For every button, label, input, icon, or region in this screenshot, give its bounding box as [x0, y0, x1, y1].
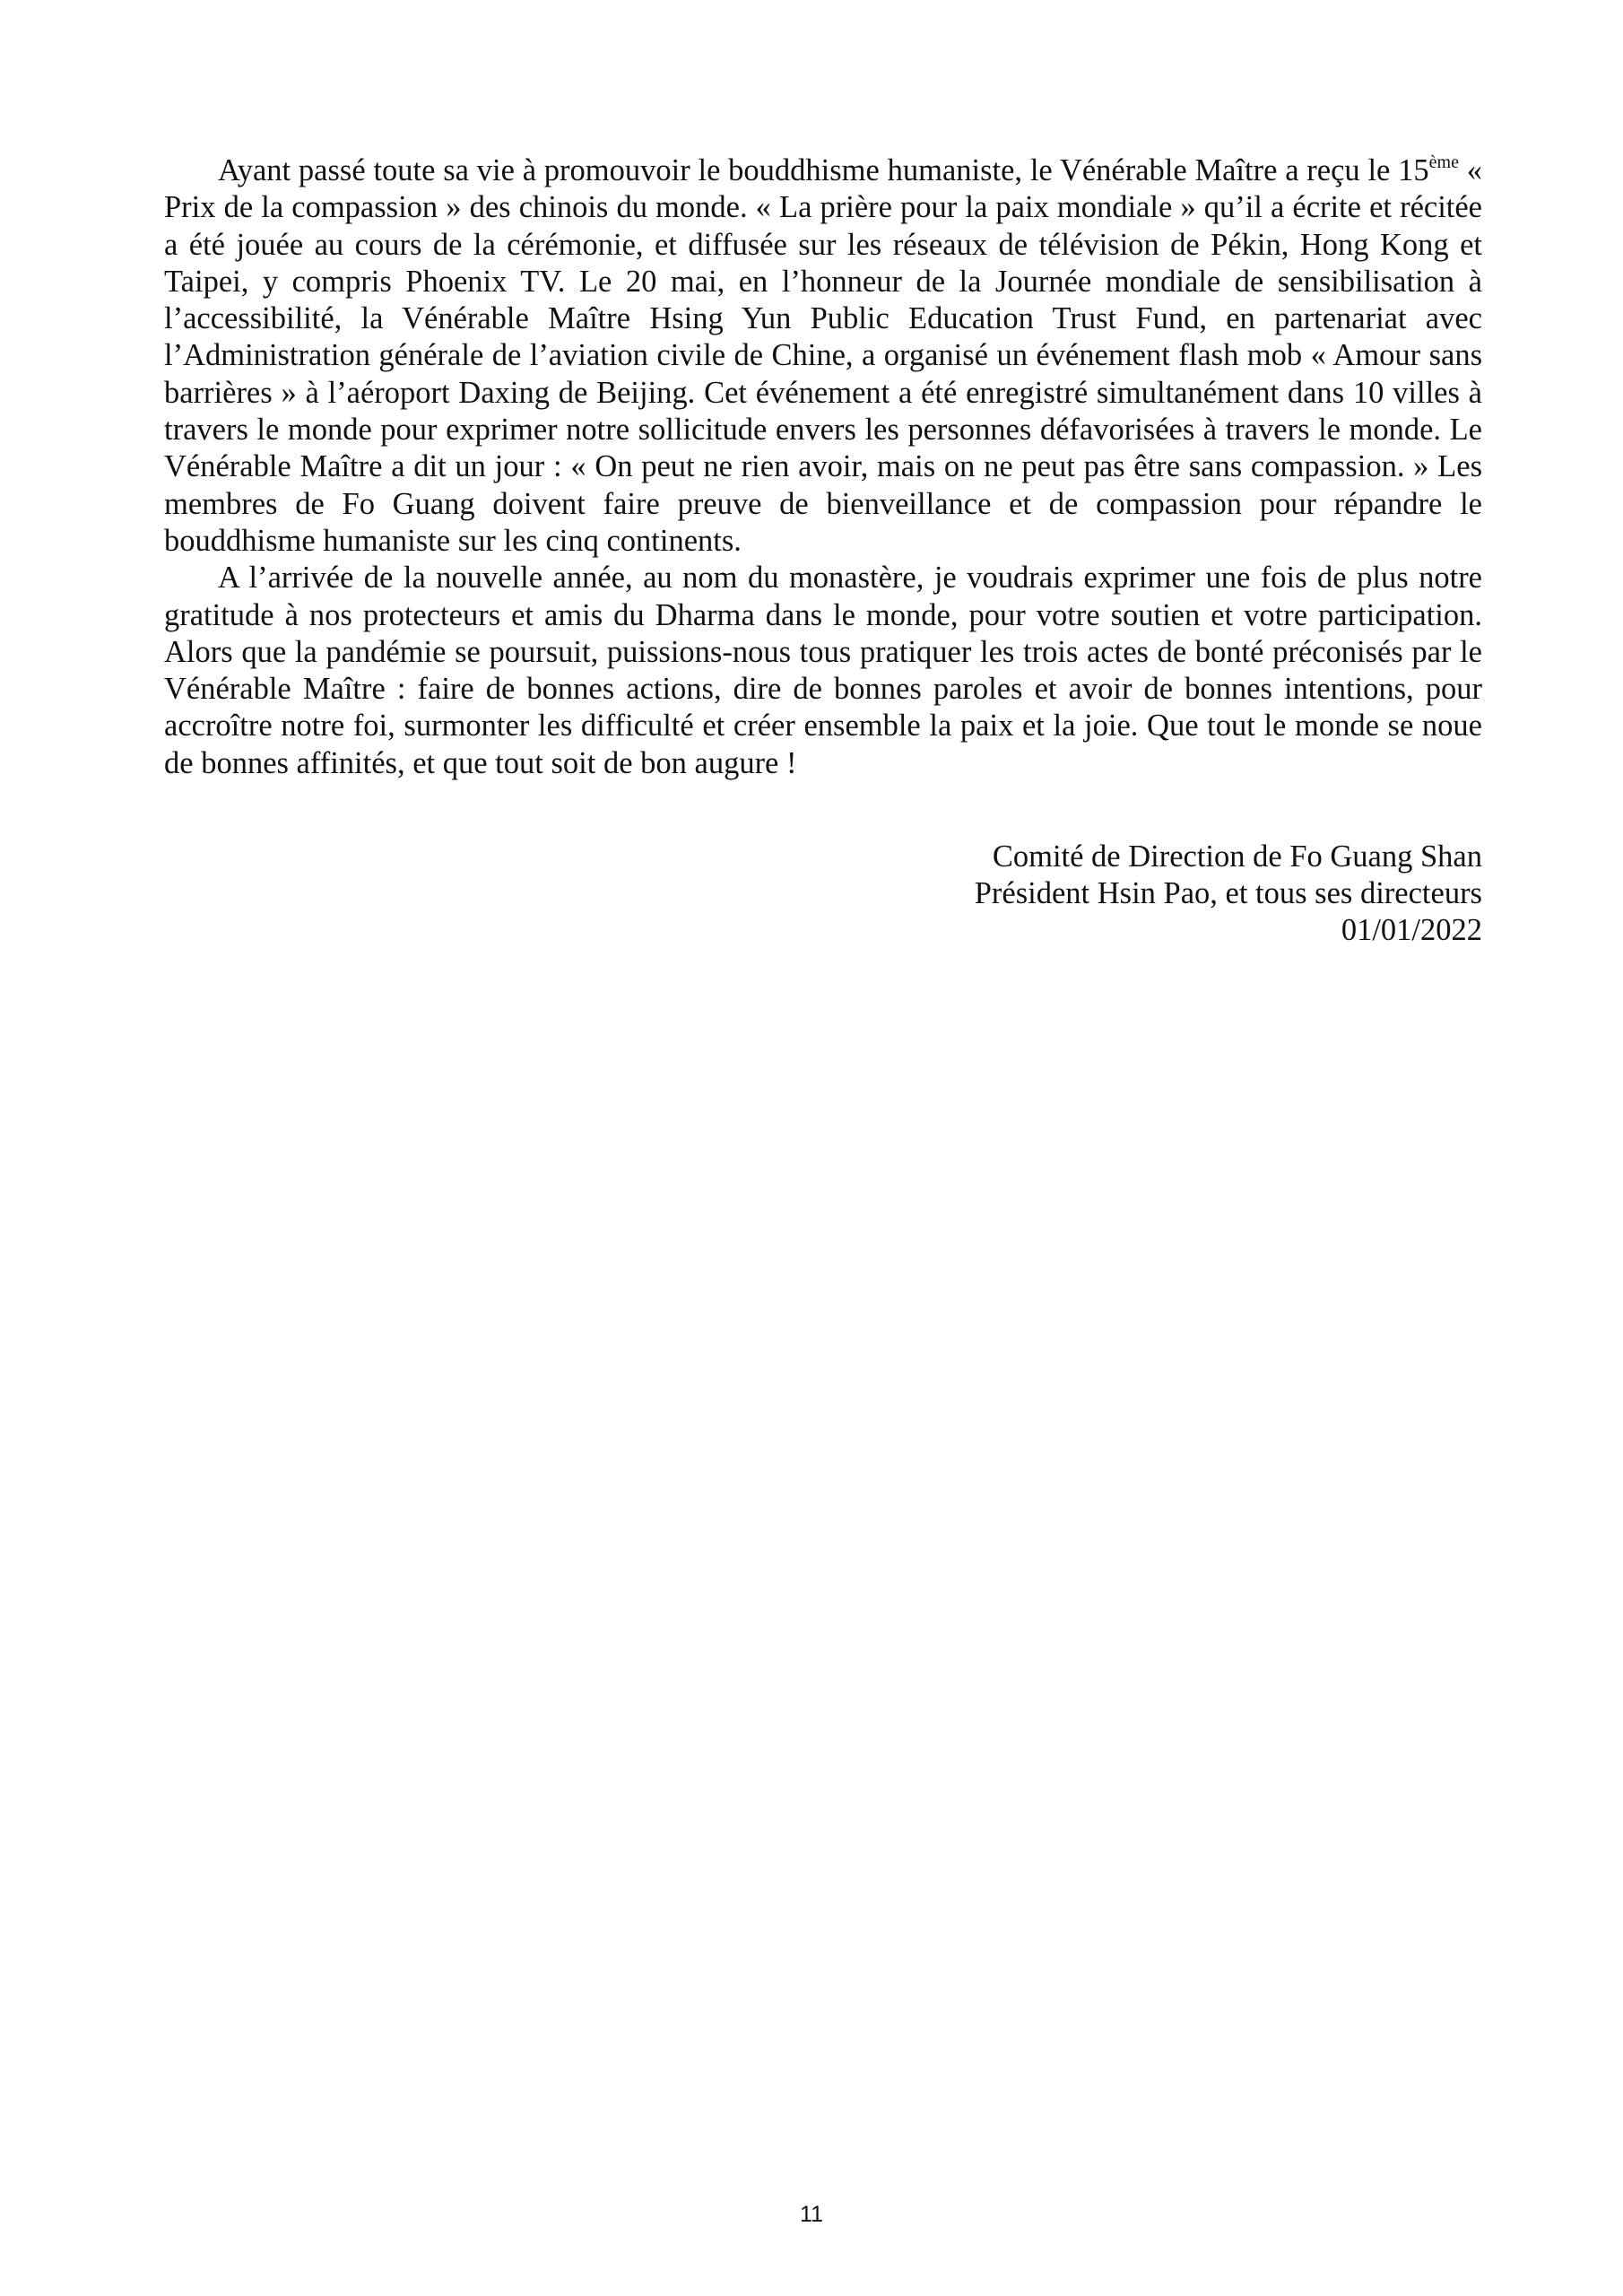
page-number: 11: [800, 2202, 823, 2227]
paragraph-2: A l’arrivée de la nouvelle année, au nom du monastère, je voudrais exprimer une fois de plus notre gratitude à nos protecteurs et amis du Dharma dans le monde, pour votre soutien et votre participation. Alors que la pandémie se poursuit, puissions-nous tous pratiquer les trois actes de bonté préconisés par le Vénérable Maître : faire de bonnes actions, dire de bonnes paroles et avoir de bonnes intentions, pour accroître notre foi, surmonter les difficulté et créer ensemble la paix et la joie. Que tout le monde se noue de bonnes affinités, et que tout soit de bon augure !: [164, 561, 1482, 780]
paragraph-1-text-b: « Prix de la compassion » des chinois du monde. « La prière pour la paix mondiale » qu’il a écrite et récitée a été jouée au cours de la cérémonie, et diffusée sur les réseaux de télévision de Pékin, Hong Kong et Taipei, y compris Phoenix TV. Le 20 mai, en l’honneur de la Journée mondiale de sensibilisation à l’accessibilité, la Vénérable Maître Hsing Yun Public Education Trust Fund, en partenariat avec l’Administration générale de l’aviation civile de Chine, a organisé un événement flash mob « Amour sans barrières » à l’aéroport Daxing de Beijing. Cet événement a été enregistré simultanément dans 10 villes à travers le monde pour exprimer notre sollicitude envers les personnes défavorisées à travers le monde. Le Vénérable Maître a dit un jour : « On peut ne rien avoir, mais on ne peut pas être sans compassion. » Les membres de Fo Guang doivent faire preuve de bienveillance et de compassion pour répandre le bouddhisme humaniste sur les cinq continents.: [164, 153, 1482, 558]
paragraph-1-text-a: Ayant passé toute sa vie à promouvoir le bouddhisme humaniste, le Vénérable Maître a reçu le 15: [218, 153, 1429, 187]
paragraph-1: [164, 152, 1482, 560]
signature-committee: Comité de Direction de Fo Guang Shan: [992, 839, 1482, 874]
signature-date: 01/01/2022: [1341, 913, 1482, 947]
signature-president: Président Hsin Pao, et tous ses directeurs: [974, 876, 1482, 910]
letter-body: [164, 152, 1482, 782]
ordinal-superscript: ème: [1428, 152, 1459, 172]
signature-block: [675, 839, 1482, 949]
